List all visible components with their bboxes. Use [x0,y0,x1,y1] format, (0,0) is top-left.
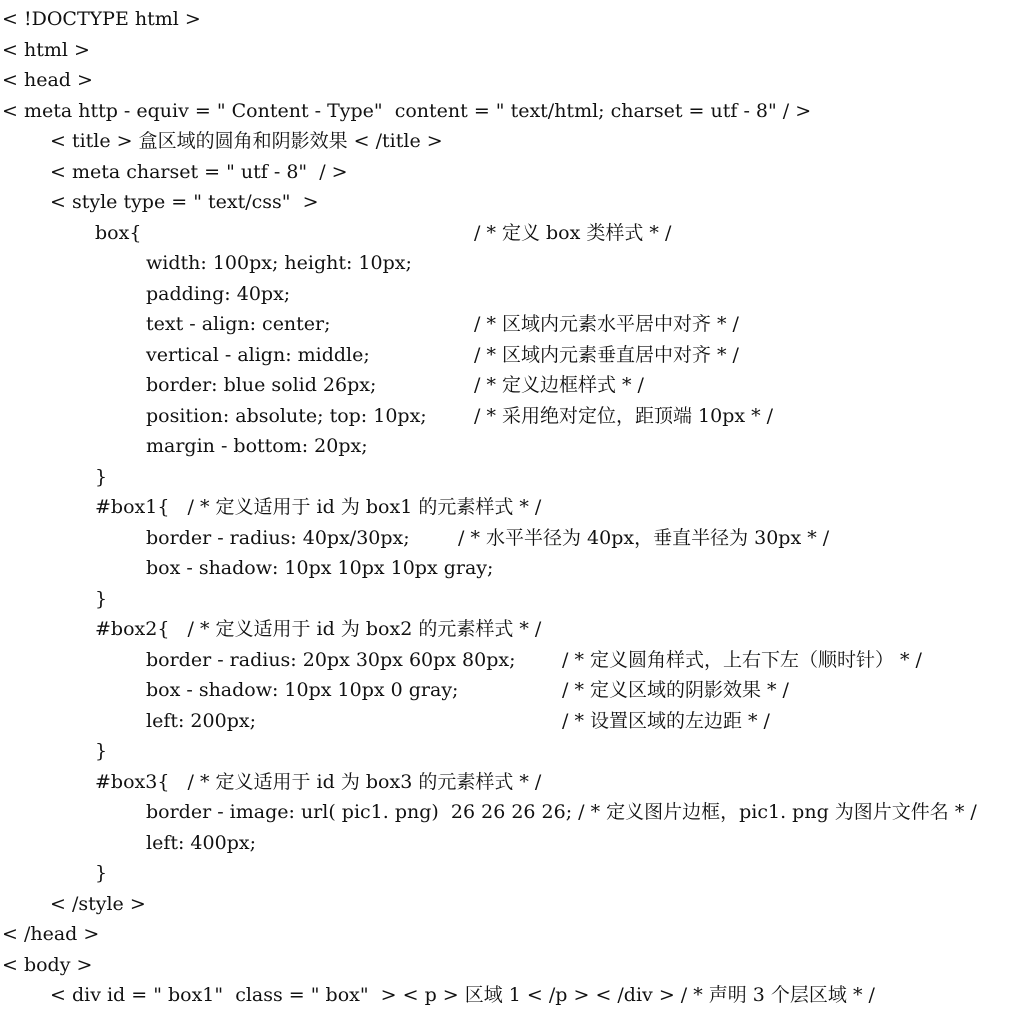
code-text: #box3{ / * 定义适用于 id 为 box3 的元素样式 * / [95,770,542,793]
code-text: #box2{ / * 定义适用于 id 为 box2 的元素样式 * / [95,618,542,640]
code-text: box - shadow: 10px 10px 0 gray; [146,679,459,701]
code-comment: / * 区域内元素垂直居中对齐 * / [474,343,739,366]
code-text: < /style > [50,892,146,915]
code-text: padding: 40px; [146,282,291,305]
code-text: < /head > [2,923,100,945]
code-line-19 [0,553,1030,584]
code-text: < meta http - equiv = " Content - Type" content = " text/html; charset = utf - 8" / > [2,99,812,122]
code-comment: / * 定义圆角样式，上右下左（顺时针） * / [562,648,922,671]
code-text: } [95,587,108,610]
code-text: text - align: center; [146,313,331,335]
code-line-18 [0,523,1030,554]
code-line-26 [0,767,1030,798]
code-line-9 [0,248,1030,279]
code-line-4 [0,96,1030,127]
code-line-33 [0,980,1030,1011]
code-line-5 [0,126,1030,157]
code-line-28 [0,828,1030,859]
code-line-25 [0,736,1030,767]
code-line-8 [0,218,1030,249]
code-text: } [95,465,108,488]
code-text: < title > 盒区域的圆角和阴影效果 < /title > [50,130,443,152]
code-text: left: 400px; [146,831,256,854]
code-text: < div id = " box1" class = " box" > < p > 区域 1 < /p > < /div > / * 声明 3 个层区域 * / [50,984,875,1006]
code-comment: / * 区域内元素水平居中对齐 * / [474,313,739,335]
code-line-11 [0,309,1030,340]
code-text: border - image: url( pic1. png) 26 26 26 26; / * 定义图片边框，pic1. png 为图片文件名 * / [146,801,977,823]
code-text: vertical - align: middle; [146,343,370,366]
code-text: width: 100px; height: 10px; [146,252,412,274]
code-line-22 [0,645,1030,676]
code-text: box - shadow: 10px 10px 10px gray; [146,557,494,579]
code-line-7 [0,187,1030,218]
code-line-6 [0,157,1030,188]
code-comment: / * 设置区域的左边距 * / [562,709,770,732]
code-text: margin - bottom: 20px; [146,435,368,457]
code-line-13 [0,370,1030,401]
code-text: < body > [2,953,93,976]
code-line-2 [0,35,1030,66]
code-text: } [95,740,108,762]
code-comment: / * 定义 box 类样式 * / [474,221,672,244]
code-comment: / * 定义边框样式 * / [474,374,644,396]
code-line-32 [0,950,1030,981]
code-line-1 [0,4,1030,35]
code-text: < html > [2,38,90,61]
code-line-17 [0,492,1030,523]
code-line-14 [0,401,1030,432]
code-text: < head > [2,69,93,91]
code-line-23 [0,675,1030,706]
code-line-30 [0,889,1030,920]
code-text: left: 200px; [146,709,256,732]
code-text: border - radius: 20px 30px 60px 80px; [146,648,516,671]
code-comment: / * 定义区域的阴影效果 * / [562,679,789,701]
code-comment: / * 采用绝对定位，距顶端 10px * / [474,404,774,427]
code-text: } [95,862,108,884]
code-text: #box1{ / * 定义适用于 id 为 box1 的元素样式 * / [95,496,542,518]
code-text: < meta charset = " utf - 8" / > [50,160,348,183]
code-line-31 [0,919,1030,950]
code-line-16 [0,462,1030,493]
code-text: < !DOCTYPE html > [2,8,201,30]
code-text: box{ [95,221,142,244]
code-line-29 [0,858,1030,889]
code-line-15 [0,431,1030,462]
code-line-24 [0,706,1030,737]
code-line-27 [0,797,1030,828]
code-text: border: blue solid 26px; [146,374,377,396]
code-line-20 [0,584,1030,615]
code-text: border - radius: 40px/30px; [146,526,410,549]
code-line-12 [0,340,1030,371]
code-comment: / * 水平半径为 40px，垂直半径为 30px * / [458,526,830,549]
code-line-21 [0,614,1030,645]
code-line-3 [0,65,1030,96]
code-text: < style type = " text/css" > [50,191,319,213]
code-line-10 [0,279,1030,310]
code-text: position: absolute; top: 10px; [146,404,427,427]
